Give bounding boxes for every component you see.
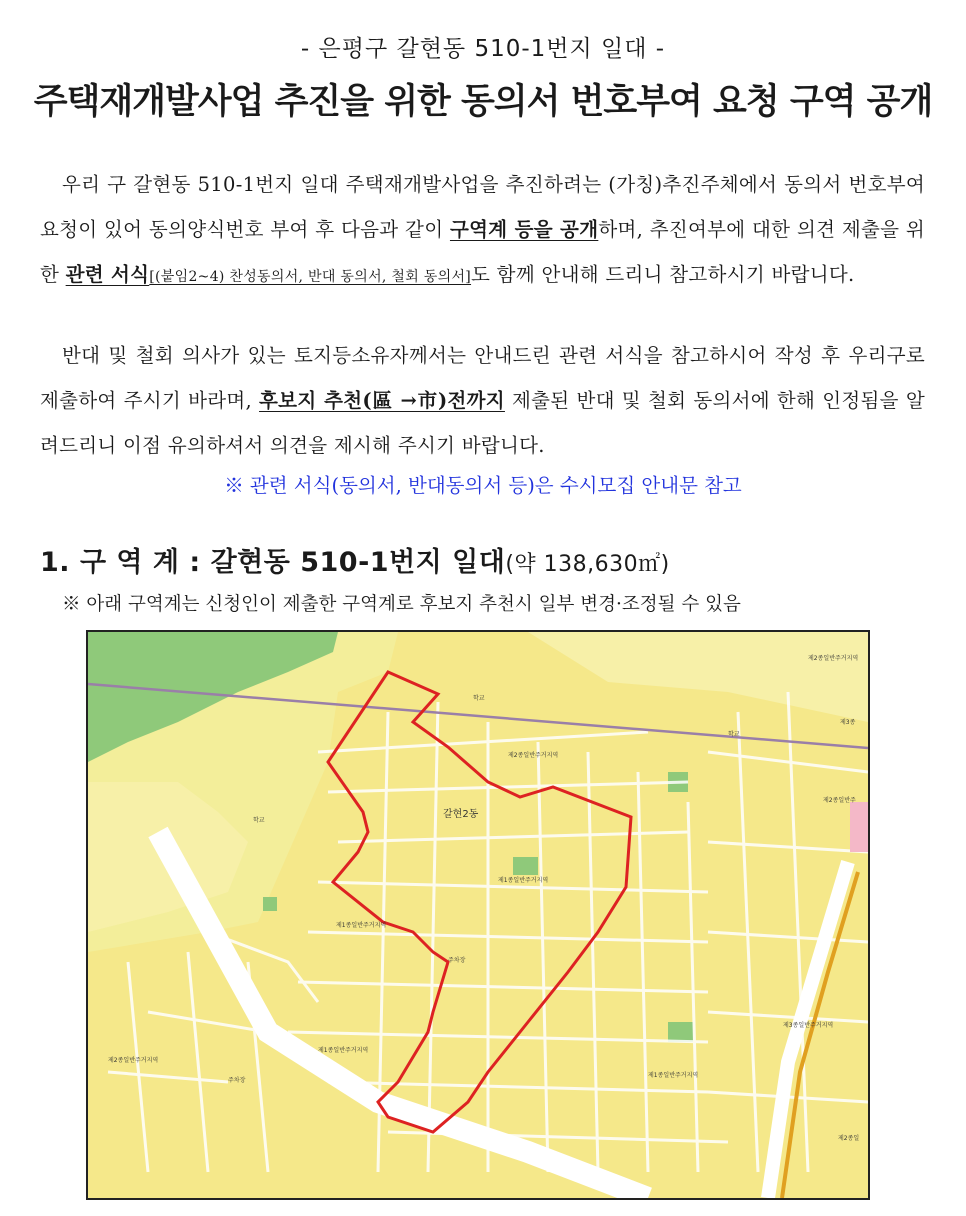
zone-label: 제2종일반주 (823, 797, 856, 804)
intro-bold-1: 구역계 등을 공개 (449, 218, 599, 241)
parking-label: 주차장 (228, 1077, 246, 1084)
zone-label: 제2종일반주거지역 (508, 752, 559, 759)
intro-text-2: 하며, 추진여부에 대한 의견 제출을 위한 (40, 218, 926, 286)
zone-label: 제2종일반주거지역 (108, 1057, 159, 1064)
school-label: 학교 (728, 731, 740, 738)
zone-label: 제1종일반주거지역 (318, 1047, 369, 1054)
zone-label: 제3종 (840, 719, 856, 726)
pink-zone (850, 802, 868, 852)
parking-label: 주차장 (448, 957, 466, 964)
intro-paragraph (40, 162, 925, 300)
objection-text-1: 반대 및 철회 의사가 있는 토지등소유자께서는 안내드린 관련 서식을 참고하시어 작성 후 우리구로 제출하여 주시기 바라며, (40, 344, 925, 412)
section-area: (약 138,630㎡) (505, 552, 670, 577)
boundary-remark: ※ 아래 구역계는 신청인이 제출한 구역계로 후보지 추천시 일부 변경·조정될 수 있음 (62, 594, 741, 615)
document-title: 주택재개발사업 추진을 위한 동의서 번호부여 요청 구역 공개 (33, 82, 933, 122)
section-heading (40, 540, 670, 579)
district-label: 갈현2동 (443, 809, 479, 820)
section-heading-text: 1. 구 역 계 : 갈현동 510-1번지 일대 (40, 547, 506, 578)
intro-text-1: 우리 구 갈현동 510-1번지 일대 주택재개발사업을 추진하려는 (가칭)추진주체에서 동의서 번호부여 요청이 있어 동의양식번호 부여 후 다음과 같이 (40, 173, 925, 241)
green-patch-3 (668, 1022, 693, 1042)
zone-label: 제2종일 (838, 1135, 860, 1142)
zone-map (86, 630, 870, 1200)
objection-text-2: 제출된 반대 및 철회 동의서에 한해 인정됨을 알려드리니 이점 유의하셔서 의견을 제시해 주시기 바랍니다. (40, 389, 925, 457)
green-patch-2 (513, 857, 538, 875)
document-subtitle: - 은평구 갈현동 510-1번지 일대 - (300, 36, 666, 62)
school-label: 학교 (253, 817, 265, 824)
zone-label: 제3종일반주거지역 (783, 1022, 834, 1029)
map-svg (88, 632, 868, 1198)
zone-label: 제1종일반주거지역 (498, 877, 549, 884)
objection-paragraph (40, 333, 925, 468)
intro-attachment-note: [(붙임2~4) 찬성동의서, 반대 동의서, 철회 동의서] (149, 269, 472, 285)
zone-label: 제1종일반주거지역 (336, 922, 387, 929)
school-label: 학교 (473, 695, 485, 702)
zone-label: 제1종일반주거지역 (648, 1072, 699, 1079)
objection-bold-1: 후보지 추천(區 →市)전까지 (259, 389, 505, 412)
intro-text-3: 도 함께 안내해 드리니 참고하시기 바랍니다. (471, 263, 855, 286)
forms-note: ※ 관련 서식(동의서, 반대동의서 등)은 수시모집 안내문 참고 (224, 474, 742, 497)
intro-bold-2: 관련 서식 (65, 263, 150, 286)
zone-label: 제2종일반주거지역 (808, 655, 859, 662)
green-patch-4 (263, 897, 277, 911)
